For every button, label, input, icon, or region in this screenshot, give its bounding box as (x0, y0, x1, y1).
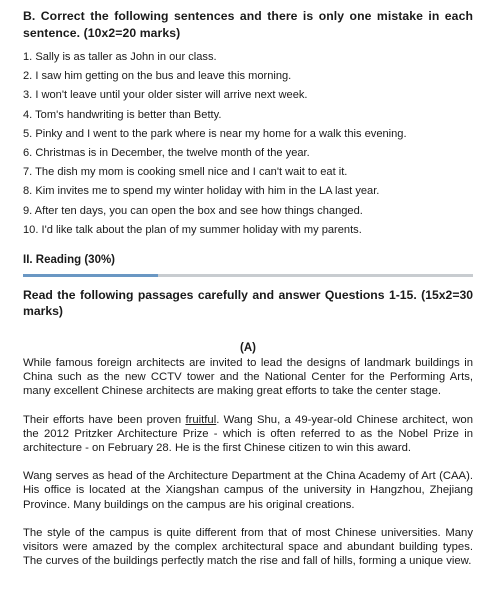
passage-paragraph-3: Wang serves as head of the Architecture Department at the China Academy of Art (CAA). His office is located at the Xiangshan campus of the university in Hangzhou, Zhejiang Province. Many buildings on the campus are his original creations. (23, 470, 473, 511)
sentence-item: 10. I'd like talk about the plan of my summer holiday with my parents. (23, 223, 362, 236)
passage-paragraph-1: While famous foreign architects are invited to lead the designs of landmark buildings in China such as the new CCTV tower and the National Center for the Performing Arts, many excellent Chinese architects are making great efforts to take the center stage. (23, 357, 473, 398)
reading-progress-bar (23, 274, 473, 277)
section-b-title: B. Correct the following sentences and there is only one mistake in each sentence. (10x2=20 marks) (23, 9, 473, 40)
passage-paragraph-2 (23, 413, 473, 456)
worksheet-page (23, 8, 473, 568)
underlined-word: fruitful (185, 413, 217, 426)
passage-paragraph-4: The style of the campus is quite different from that of most Chinese universities. Many visitors were amazed by the complex architectural space and abundant building types. The curves of the buildings perfectly match the rise and fall of hills, forming a unique view. (23, 526, 473, 568)
sentence-item: 4. Tom's handwriting is better than Betty. (23, 108, 222, 121)
sentence-item: 2. I saw him getting on the bus and leave this morning. (23, 70, 292, 83)
sentence-item: 7. The dish my mom is cooking smell nice and I can't wait to eat it. (23, 166, 348, 179)
paragraph-text: . Wang Shu, a 49-year-old Chinese architect, won the 2012 Pritzker Architecture Prize - which is often referred to as the Nobel Prize in architecture - on February 28. He is the first Chinese citizen to win this award. (23, 413, 473, 455)
reading-heading: II. Reading (30%) (23, 254, 116, 267)
reading-progress-fill (23, 274, 158, 277)
sentence-item: 5. Pinky and I went to the park where is near my home for a walk this evening. (23, 127, 407, 140)
passage-label: (A) (240, 342, 256, 355)
reading-instructions: Read the following passages carefully and answer Questions 1-15. (15x2=30 marks) (23, 288, 473, 319)
sentence-item: 1. Sally is as taller as John in our class. (23, 51, 217, 63)
sentence-item: 6. Christmas is in December, the twelve month of the year. (23, 147, 310, 160)
paragraph-text: Their efforts have been proven (23, 413, 186, 426)
sentence-item: 3. I won't leave until your older sister will arrive next week. (23, 89, 308, 102)
sentence-item: 9. After ten days, you can open the box and see how things changed. (23, 204, 363, 217)
sentence-list (23, 48, 473, 240)
sentence-item: 8. Kim invites me to spend my winter holiday with him in the LA last year. (23, 185, 380, 198)
